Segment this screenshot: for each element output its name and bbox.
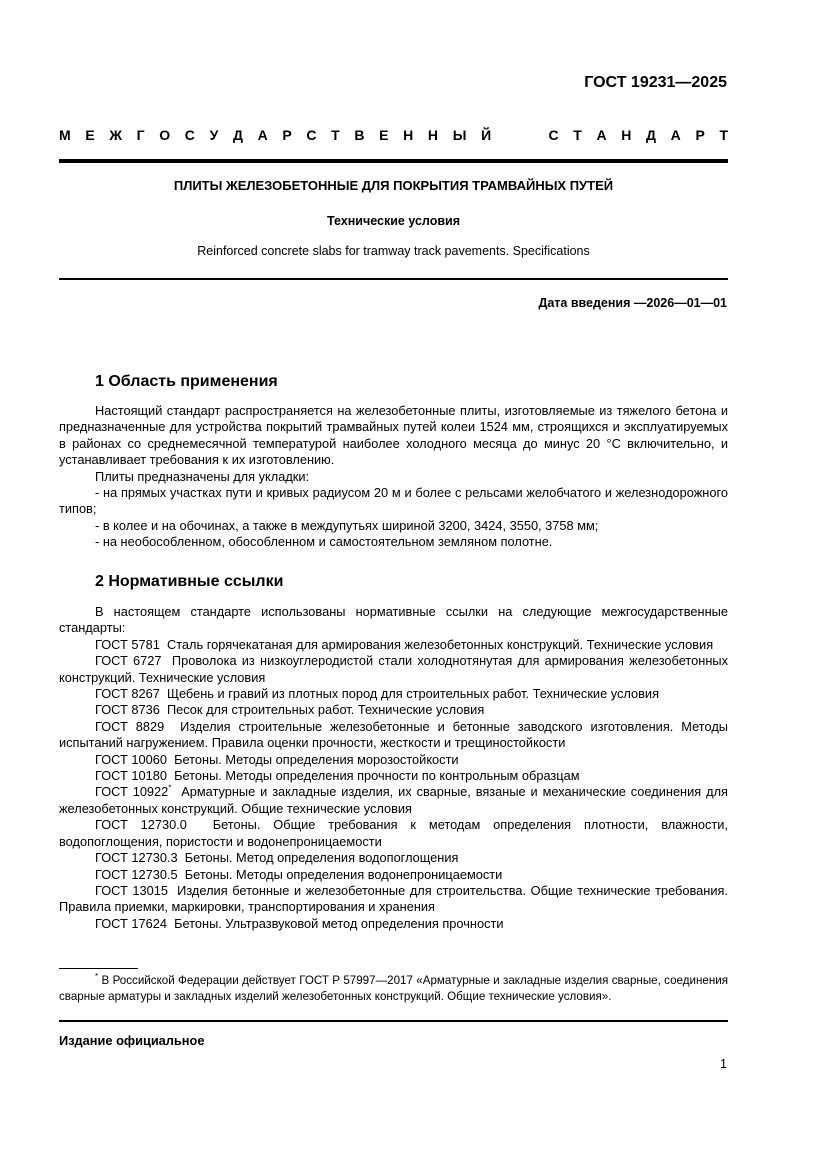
introduction-date: Дата введения —2026—01—01 (538, 296, 727, 310)
reference-title: Арматурные и закладные изделия, их сварные, вязаные и механические соединения для железобетонных конструкций. Общие технические условия (59, 784, 728, 816)
reference-code: ГОСТ 8829 (95, 718, 165, 734)
reference-code: ГОСТ 6727 (95, 653, 162, 669)
reference-code: ГОСТ 8267 (95, 686, 160, 702)
section-1-list-item: - на прямых участках пути и кривых радиусом 20 м и более с рельсами желобчатого и железнодорожного типов; (59, 485, 728, 517)
reference-title: Изделия строительные железобетонные и бетонные заводского изготовления. Методы испытаний нагружением. Правила оценки прочности, жесткости и трещиностойкости (59, 718, 728, 751)
reference-title: Песок для строительных работ. Технические условия (166, 702, 485, 718)
normative-reference (59, 686, 728, 702)
banner-letter: А (596, 127, 607, 143)
reference-code: ГОСТ 17624 (95, 915, 167, 931)
banner-letter: С (306, 127, 317, 143)
english-title: Reinforced concrete slabs for tramway track pavements. Specifications (197, 244, 590, 258)
normative-reference (59, 817, 728, 850)
section-2-body (59, 604, 728, 932)
normative-reference (59, 637, 728, 653)
footnote-divider (59, 968, 138, 969)
reference-code: ГОСТ 10922 (95, 784, 169, 800)
normative-reference (59, 850, 728, 866)
banner-letter: О (159, 127, 171, 143)
banner-letter: С (548, 127, 559, 143)
normative-reference (59, 719, 728, 752)
reference-title: Бетоны. Ультразвуковой метод определения прочности (174, 915, 504, 931)
banner-letter: М (59, 127, 71, 143)
banner-letter: У (209, 127, 219, 143)
page-number: 1 (720, 1057, 727, 1071)
banner-word-gap (506, 127, 534, 143)
banner-letter: Й (481, 127, 492, 143)
banner-letter: Д (646, 127, 656, 143)
footnote-mark: * (95, 972, 99, 982)
banner-letter: Н (621, 127, 632, 143)
normative-reference (59, 883, 728, 916)
reference-title: Бетоны. Методы определения водонепроницаемости (184, 866, 503, 882)
section-1-heading: 1 Область применения (95, 373, 278, 390)
banner-letter: Е (85, 127, 95, 143)
banner-letter: А (257, 127, 268, 143)
section-1-paragraph: Настоящий стандарт распространяется на железобетонные плиты, изготовляемые из тяжелого бетона и предназначенные для устройства покрытий трамвайных путей колеи 1524 мм, строящихся и эксплуатируемых в районах со среднемесячной температурой наиболее холодного месяца до минус 20 °С включительно, и устанавливает требования к их изготовлению. (59, 403, 728, 468)
banner-letter: В (354, 127, 365, 143)
section-2-heading: 2 Нормативные ссылки (95, 573, 284, 590)
footnote (59, 973, 728, 1004)
reference-title: Щебень и гравий из плотных пород для строительных работ. Технические условия (166, 686, 660, 702)
banner-letter: Н (403, 127, 414, 143)
banner-letter: С (184, 127, 195, 143)
banner-letter: Ж (109, 127, 122, 143)
normative-reference (59, 702, 728, 718)
reference-footnote-mark: * (168, 784, 172, 794)
document-subtitle: Технические условия (326, 214, 460, 228)
banner-letter: Т (719, 127, 728, 143)
normative-reference (59, 752, 728, 768)
banner-letter: Ы (452, 127, 467, 143)
normative-reference (59, 916, 728, 932)
reference-title: Сталь горячекатаная для армирования железобетонных конструкций. Технические условия (166, 636, 714, 652)
reference-title: Изделия бетонные и железобетонные для строительства. Общие технические требования. Правила приемки, маркировки, транспортирования и хранения (59, 882, 728, 915)
reference-code: ГОСТ 12730.3 (95, 850, 178, 866)
reference-code: ГОСТ 5781 (95, 636, 160, 652)
banner-letter: Е (379, 127, 389, 143)
title-divider (59, 278, 728, 280)
reference-title: Проволока из низкоуглеродистой стали холоднотянутая для армирования железобетонных конструкций. Технические условия (59, 653, 728, 685)
reference-code: ГОСТ 13015 (95, 882, 168, 898)
reference-code: ГОСТ 10180 (95, 768, 167, 784)
reference-code: ГОСТ 8736 (95, 702, 160, 718)
banner-letter: Т (331, 127, 340, 143)
normative-reference (59, 653, 728, 686)
section-1-body (59, 403, 728, 551)
section-2-intro: В настоящем стандарте использованы нормативные ссылки на следующие межгосударственные стандарты: (59, 604, 728, 636)
normative-reference (59, 867, 728, 883)
reference-title: Бетоны. Методы определения прочности по контрольным образцам (174, 768, 580, 784)
reference-code: ГОСТ 10060 (95, 751, 167, 767)
reference-title: Бетоны. Метод определения водопоглощения (184, 850, 459, 866)
section-1-list-item: - в колее и на обочинах, а также в междупутьях шириной 3200, 3424, 3550, 3758 мм; (95, 517, 599, 533)
banner-letter: Д (232, 127, 243, 143)
section-1-paragraph: Плиты предназначены для укладки: (95, 468, 310, 484)
footnote-text: В Российской Федерации действует ГОСТ Р 57997—2017 «Арматурные и закладные изделия сварные, соединения сварные арматуры и закладных изделий железобетонных конструкций. Общие технические условия». (59, 974, 728, 1003)
footer-divider (59, 1020, 728, 1022)
normative-reference (59, 784, 728, 817)
banner-letter: А (670, 127, 681, 143)
reference-code: ГОСТ 12730.0 (95, 817, 187, 833)
banner-letter: Н (427, 127, 439, 143)
reference-title: Бетоны. Общие требования к методам определения плотности, влажности, водопоглощения, пористости и водонепроницаемости (59, 817, 728, 849)
standard-code: ГОСТ 19231—2025 (584, 74, 727, 91)
document-title: ПЛИТЫ ЖЕЛЕЗОБЕТОННЫЕ ДЛЯ ПОКРЫТИЯ ТРАМВАЙНЫХ ПУТЕЙ (173, 178, 614, 193)
interstate-standard-banner (59, 127, 728, 143)
official-edition-label: Издание официальное (59, 1033, 205, 1048)
reference-code: ГОСТ 12730.5 (95, 866, 178, 882)
banner-letter: Т (573, 127, 582, 143)
banner-letter: Р (282, 127, 292, 143)
banner-letter: Г (136, 127, 145, 143)
normative-reference (59, 768, 728, 784)
header-divider-thick (59, 159, 728, 163)
section-1-list-item: - на необособленном, обособленном и самостоятельном земляном полотне. (95, 534, 553, 550)
reference-title: Бетоны. Методы определения морозостойкости (174, 751, 459, 767)
banner-letter: Р (695, 127, 705, 143)
